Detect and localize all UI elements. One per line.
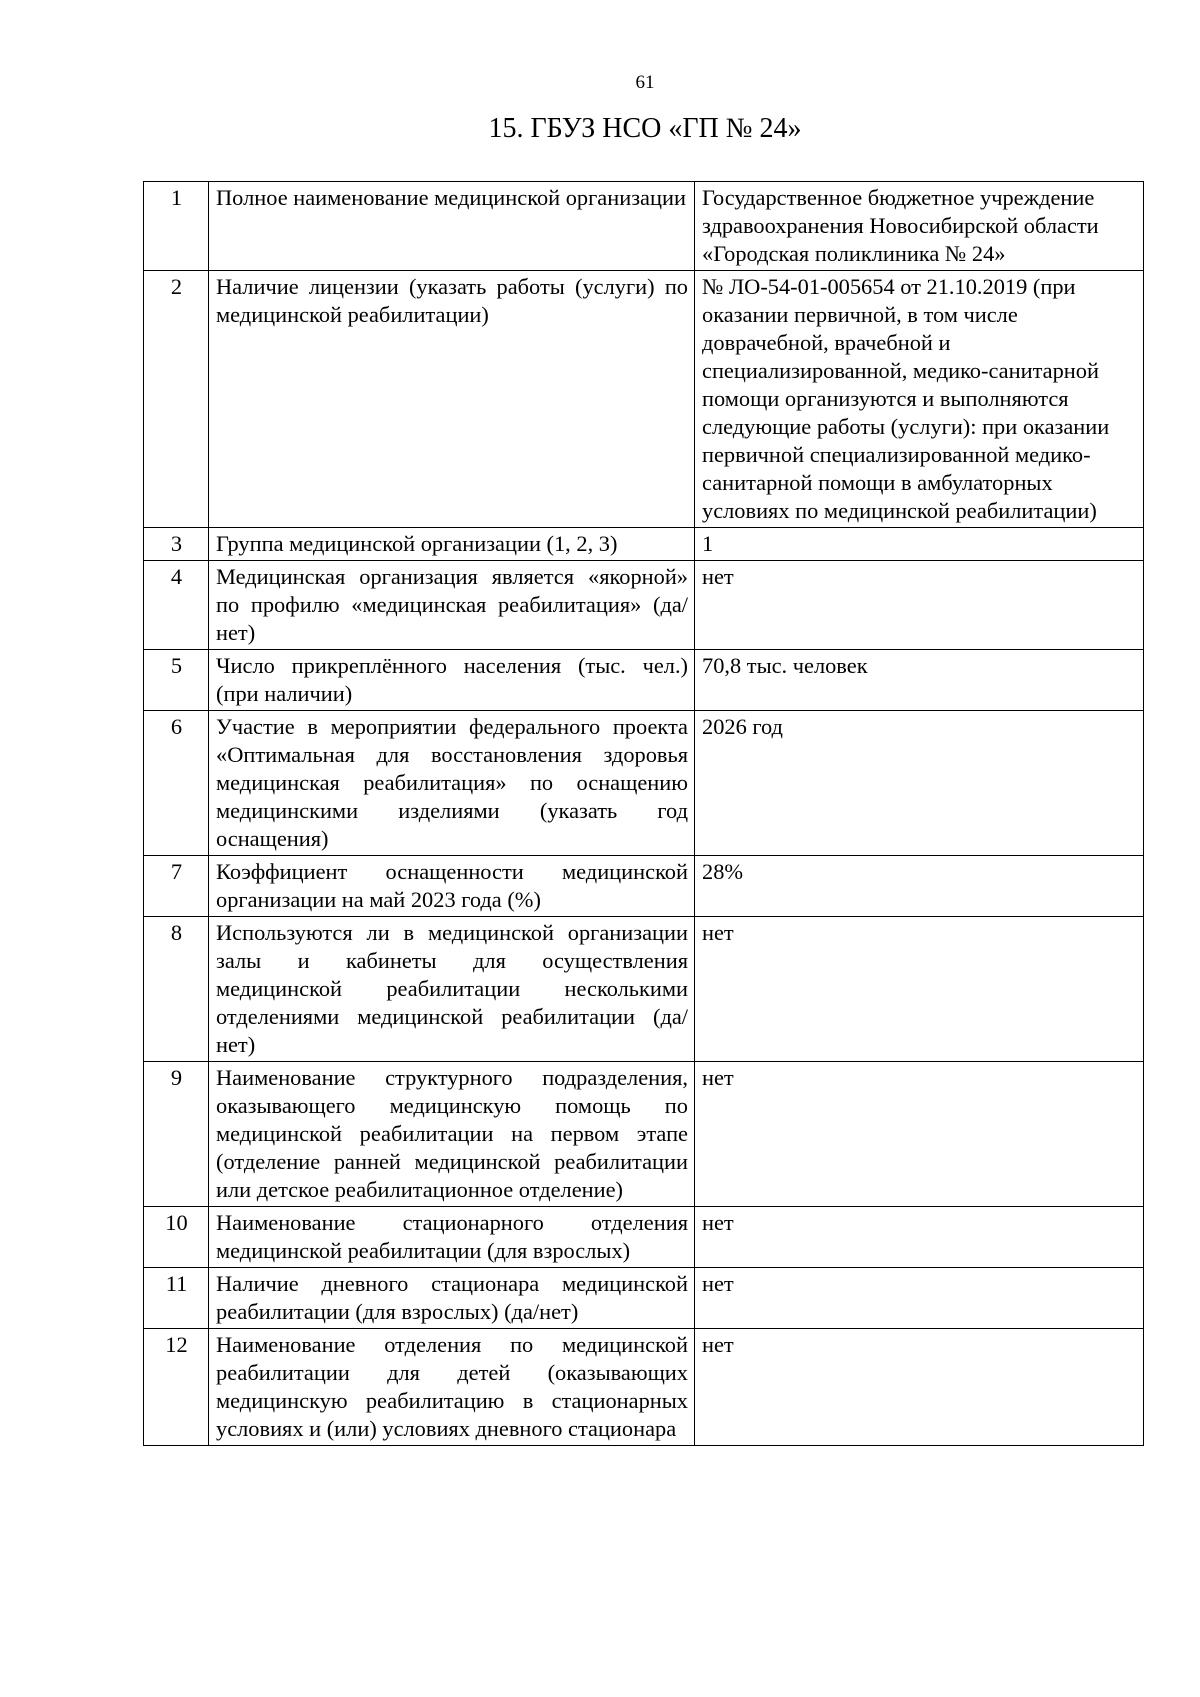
- row-value: нет: [695, 1207, 1144, 1268]
- table-row: [144, 711, 1144, 856]
- row-label: Наименование отделения по медицинской реабилитации для детей (оказывающих медицинскую реабилитацию в стационарных условиях и (или) условиях дневного стационара: [209, 1329, 695, 1446]
- row-value: нет: [695, 917, 1144, 1062]
- row-label: Наличие дневного стационара медицинской реабилитации (для взрослых) (да/нет): [209, 1268, 695, 1329]
- row-value: Государственное бюджетное учреждение здравоохранения Новосибирской области «Городская поликлиника № 24»: [695, 182, 1144, 271]
- row-label: Коэффициент оснащенности медицинской организации на май 2023 года (%): [209, 856, 695, 917]
- page-number: 61: [635, 72, 655, 93]
- row-number: 8: [144, 917, 209, 1062]
- row-number: 7: [144, 856, 209, 917]
- table-row: [144, 528, 1144, 561]
- table-row: [144, 1329, 1144, 1446]
- row-label: Наличие лицензии (указать работы (услуги) по медицинской реабилитации): [209, 271, 695, 528]
- row-value: 2026 год: [695, 711, 1144, 856]
- table-row: [144, 1062, 1144, 1207]
- info-table: [143, 181, 1144, 1446]
- row-value: 28%: [695, 856, 1144, 917]
- row-label: Участие в мероприятии федерального проекта «Оптимальная для восстановления здоровья медицинская реабилитация» по оснащению медицинскими изделиями (указать год оснащения): [209, 711, 695, 856]
- row-number: 4: [144, 561, 209, 650]
- row-number: 11: [144, 1268, 209, 1329]
- row-value: нет: [695, 561, 1144, 650]
- row-number: 12: [144, 1329, 209, 1446]
- row-label: Наименование структурного подразделения, оказывающего медицинскую помощь по медицинской реабилитации на первом этапе (отделение ранней медицинской реабилитации или детское реабилитационное отделение): [209, 1062, 695, 1207]
- table-row: [144, 917, 1144, 1062]
- row-number: 10: [144, 1207, 209, 1268]
- row-value: 1: [695, 528, 1144, 561]
- table-row: [144, 182, 1144, 271]
- row-value: нет: [695, 1268, 1144, 1329]
- row-label: Используются ли в медицинской организации залы и кабинеты для осуществления медицинской реабилитации несколькими отделениями медицинской реабилитации (да/нет): [209, 917, 695, 1062]
- table-row: [144, 271, 1144, 528]
- row-value: нет: [695, 1062, 1144, 1207]
- row-value: нет: [695, 1329, 1144, 1446]
- section-title: 15. ГБУЗ НСО «ГП № 24»: [488, 113, 802, 144]
- row-value: № ЛО-54-01-005654 от 21.10.2019 (при оказании первичной, в том числе доврачебной, врачебной и специализированной, медико-санитарной помощи организуются и выполняются следующие работы (услуги): при оказании первичной специализированной медико-санитарной помощи в амбулаторных условиях по медицинской реабилитации): [695, 271, 1144, 528]
- row-label: Полное наименование медицинской организации: [209, 182, 695, 271]
- row-label: Наименование стационарного отделения медицинской реабилитации (для взрослых): [209, 1207, 695, 1268]
- row-number: 6: [144, 711, 209, 856]
- row-number: 9: [144, 1062, 209, 1207]
- row-label: Число прикреплённого населения (тыс. чел.) (при наличии): [209, 650, 695, 711]
- row-label: Медицинская организация является «якорной» по профилю «медицинская реабилитация» (да/нет): [209, 561, 695, 650]
- table-row: [144, 1268, 1144, 1329]
- table-row: [144, 650, 1144, 711]
- row-number: 2: [144, 271, 209, 528]
- row-number: 3: [144, 528, 209, 561]
- row-number: 5: [144, 650, 209, 711]
- row-number: 1: [144, 182, 209, 271]
- table-row: [144, 561, 1144, 650]
- table-row: [144, 1207, 1144, 1268]
- row-label: Группа медицинской организации (1, 2, 3): [209, 528, 695, 561]
- table-row: [144, 856, 1144, 917]
- row-value: 70,8 тыс. человек: [695, 650, 1144, 711]
